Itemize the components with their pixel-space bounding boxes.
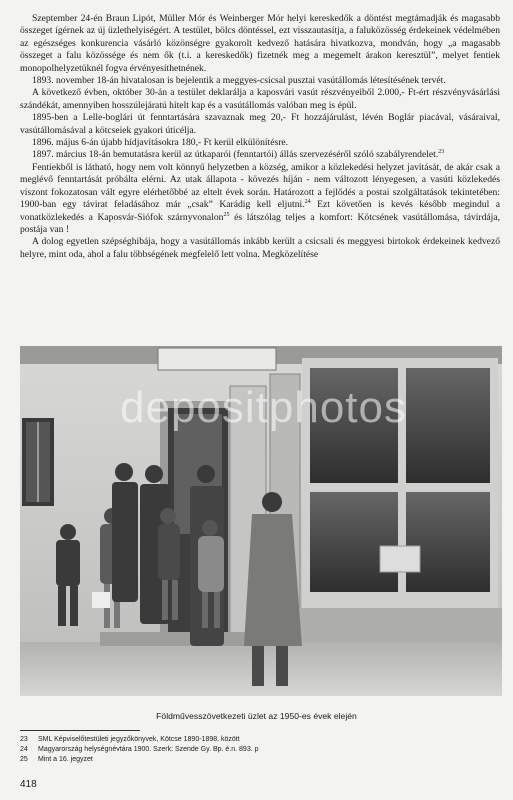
paragraph-text: és látszólag teljes a komfort: Kötcsének vasútállomása, távirdája, postája van !	[20, 211, 500, 235]
footnote-ref: 24	[304, 198, 311, 205]
body-text	[20, 13, 500, 261]
footnote	[20, 755, 490, 765]
footnote-number: 25	[20, 756, 28, 763]
photo-caption: Földművesszövetkezeti üzlet az 1950-es évek elején	[156, 711, 357, 721]
paragraph: A következő évben, október 30-án a testület deklarálja a kaposvári vasút részvényeiből 2.000,- Ft-ért részvényvásárlási szándékát, amennyiben hosszúlejáratú hitelt kap és a vasútállomás valóban meg is épül.	[20, 87, 500, 111]
footnote	[20, 735, 490, 745]
page-number: 418	[20, 779, 37, 790]
footnote-text: Magyarország helységnévtára 1900. Szerk: Szende Gy. Bp. é.n. 893. p	[38, 746, 259, 753]
footnote-text: SML Képviselőtestületi jegyzőkönyvek, Kötcse 1890-1898. között	[38, 736, 240, 743]
footnotes	[20, 735, 490, 765]
paragraph	[20, 149, 500, 161]
footnote-number: 24	[20, 746, 28, 753]
paragraph: 1895-ben a Lelle-boglári út fenntartására szavaznak meg 20,- Ft hozzájárulást, lévén Boglár piacával, vásáraival, vasútállomásával a kötcseiek gyakori úticélja.	[20, 112, 500, 136]
footnote-divider	[20, 730, 140, 731]
footnote-text: Mint a 16. jegyzet	[38, 756, 93, 763]
paragraph: 1893. november 18-án hivatalosan is bejelentik a meggyes-csicsal pusztai vasútállomás létesítésének tervét.	[32, 75, 446, 87]
paragraph: A dolog egyetlen szépséghibája, hogy a vasútállomás inkább került a csicsali és meggyesi birtokok érdekeinek kedvező helyre, mint oda, ahol a falu többségének megfelelő lett volna. Megközelítése	[20, 236, 500, 260]
paragraph	[20, 162, 500, 236]
paragraph-text: Fentiekből is látható, hogy nem volt könnyű helyzetben a község, amikor a közlekedési helyzet javítását, de akár csak a meglévő fenntartását próbálta elérni. Az utak állapota - kövezés híján - nem változott lényegesen, a vasúti közlekedés viszont fokozatosan vált egyre elérhetőbbé az eltelt évek során. Határozott a fejlődés a postai szolgáltatások tekintetében: 1900-ban egy távirat feladásához már „csak” Karádig kell eljutni.	[20, 161, 500, 211]
footnote-ref: 23	[438, 149, 445, 156]
paragraph: 1896. május 6-án újabb hídjavításokra 180,- Ft kerül elkülönítésre.	[32, 137, 289, 149]
footnote-ref: 25	[223, 211, 230, 218]
paragraph: Szeptember 24-én Braun Lipót, Müller Mór és Weinberger Mór helyi kereskedők a döntést megtámadják és magasabb összeget ígérnek az új üzlethelyiségért. A testület, bölcs döntéssel, ezt visszautasítja, a faluközösség érdekeinek védelmében az egészséges konkurencia vásárló közönségre gyakorolt kedvező hatására hivatkozva, mondván, hogy „a magasabb összeget a falu közössége és nem ők (t.i. a kereskedők) fizetnék meg a megemelt árakon keresztül”, melyet fentiek monopolhelyzetüknél fogva érvényesíthetnének.	[20, 13, 500, 74]
watermark: depositphotos	[120, 383, 407, 432]
footnote	[20, 745, 490, 755]
footnote-number: 23	[20, 736, 28, 743]
paragraph-text: Ezt követően is kevés később megindul a vonatközlekedés a Kaposvár-Siófok szárnyvonalon	[20, 199, 501, 223]
paragraph-text: 1897. március 18-án bemutatásra kerül az útkaparói (fenntartói) állás szervezéséről szóló szabályrendelet.	[32, 149, 439, 161]
